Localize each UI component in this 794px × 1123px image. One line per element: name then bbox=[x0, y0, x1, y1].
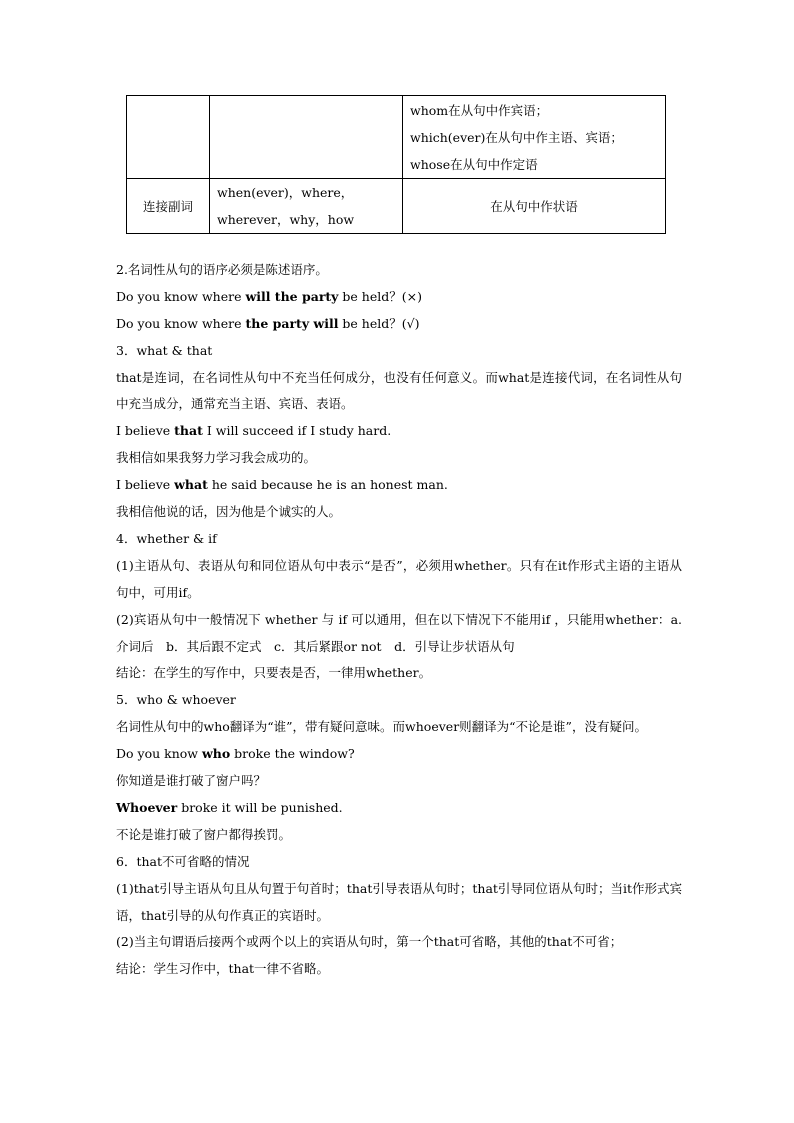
section-heading: 6．that不可省略的情况 bbox=[116, 853, 250, 869]
paragraph: (1)that引导主语从句且从句置于句首时；that引导表语从句时；that引导同位语从句时；当it作形式宾语，that引导的从句作真正的宾语时。 bbox=[116, 880, 682, 923]
example-translation: 我相信如果我努力学习我会成功的。 bbox=[116, 450, 317, 466]
paragraph: (2)宾语从句中一般情况下 whether 与 if 可以通用，但在以下情况下不能用if ，只能用whether：a.介词后 b．其后跟不定式 c．其后紧跟or not d．引导让步状语从句 bbox=[116, 611, 682, 654]
section-heading: 5．who & whoever bbox=[116, 692, 236, 708]
table-cell bbox=[403, 96, 666, 179]
table-cell-category: 连接副词 bbox=[127, 179, 210, 234]
example-translation: 我相信他说的话，因为他是个诚实的人。 bbox=[116, 504, 342, 520]
table-cell bbox=[127, 96, 210, 179]
example-translation: 不论是谁打破了窗户都得挨罚。 bbox=[116, 826, 292, 842]
cell-line: when(ever)，where， bbox=[217, 185, 354, 200]
example-sentence: I believe that I will succeed if I study hard. bbox=[116, 423, 392, 439]
paragraph: 名词性从句中的who翻译为“谁”，带有疑问意味。而whoever则翻译为“不论是谁”，没有疑问。 bbox=[116, 719, 647, 735]
cell-line: wherever，why，how bbox=[217, 212, 355, 227]
grammar-table bbox=[126, 95, 666, 234]
section-heading: 4．whether & if bbox=[116, 530, 217, 546]
example-sentence: Do you know where the party will be held？(√) bbox=[116, 315, 420, 331]
example-sentence: Whoever broke it will be punished. bbox=[116, 799, 343, 815]
paragraph: (2)当主句谓语后接两个或两个以上的宾语从句时，第一个that可省略，其他的that不可省； bbox=[116, 934, 623, 950]
document-body bbox=[116, 257, 682, 983]
cell-line: which(ever)在从句中作主语、宾语； bbox=[410, 129, 623, 145]
paragraph: that是连词，在名词性从句中不充当任何成分，也没有任何意义。而what是连接代词，在名词性从句中充当成分，通常充当主语、宾语、表语。 bbox=[116, 369, 682, 412]
conclusion: 结论：在学生的写作中，只要表是否，一律用whether。 bbox=[116, 665, 432, 681]
example-sentence: Do you know who broke the window? bbox=[116, 746, 355, 762]
table-cell bbox=[210, 96, 403, 179]
table-row bbox=[127, 179, 666, 234]
table-cell bbox=[210, 179, 403, 234]
table-row bbox=[127, 96, 666, 179]
example-sentence: I believe what he said because he is an honest man. bbox=[116, 477, 448, 493]
example-translation: 你知道是谁打破了窗户吗？ bbox=[116, 773, 267, 789]
table-cell: 在从句中作状语 bbox=[403, 179, 666, 234]
cell-line: whose在从句中作定语 bbox=[410, 156, 538, 172]
section-heading: 2.名词性从句的语序必须是陈述语序。 bbox=[116, 262, 328, 277]
paragraph: (1)主语从句、表语从句和同位语从句中表示“是否”，必须用whether。只有在it作形式主语的主语从句中，可用if。 bbox=[116, 557, 682, 600]
cell-line: whom在从句中作宾语； bbox=[410, 102, 549, 118]
conclusion: 结论：学生习作中，that一律不省略。 bbox=[116, 961, 330, 977]
section-heading: 3．what & that bbox=[116, 342, 213, 358]
example-sentence: Do you know where will the party be held？(×) bbox=[116, 288, 422, 304]
